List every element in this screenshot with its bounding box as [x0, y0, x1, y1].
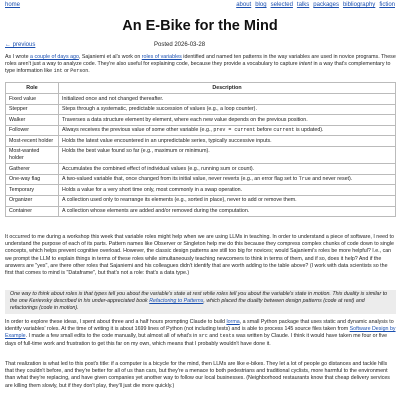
code-true: True: [298, 176, 311, 183]
role-name: Walker: [6, 115, 59, 126]
refactoring-to-patterns-link[interactable]: Refactoring to Patterns: [149, 298, 204, 305]
code-current: current: [273, 127, 295, 134]
role-description: A collection used only to rearrange its elements (e.g., sorted in place), never to add or remove them.: [59, 195, 396, 206]
nav-links: [232, 2, 395, 8]
workshop-paragraph: It occurred to me during a workshop this week that variable roles might help when we are using LLMs in teaching. In order to understand a piece of software, I need to understand the purpose of each of its parts. Pattern names like Observer or Singleton help me do this because they compress complex chunks of code down to single concepts, which helps prevent cognitive overload. However, the classic design patterns are still too big for novices; would Sajaniemi's roles be more helpful? I.e., can we prompt the LLM to explain things in terms of these roles while simultaneously teaching newcomers to think in terms of them, and if so, does it help? And if the answers are "yes", are there other roles that Sajaniemi and his colleagues didn't identify that are worth adding to the table above? (I work with data scientists so the first that comes to mind is "Dataframe", but that's not a role: that's a data type.): [5, 234, 394, 277]
role-name: Most-wanted holder: [6, 146, 59, 163]
intro-text-2: , Sajaniemi et al's work on: [78, 54, 142, 60]
roles-table: [5, 82, 396, 217]
table-row: [6, 115, 396, 126]
intro-text-4: in a way that's complementary to type information like: [5, 61, 391, 75]
table-row: [6, 185, 396, 196]
table-row: [6, 136, 396, 147]
code-src: src: [198, 333, 208, 340]
posted-date: Posted 2026-03-28: [154, 42, 206, 48]
roles-of-variables-link[interactable]: roles of variables: [141, 54, 182, 60]
previous-link[interactable]: ← previous: [5, 42, 36, 48]
role-name: Stepper: [6, 104, 59, 115]
nav-link-fiction[interactable]: fiction: [379, 2, 395, 8]
column-header-description: Description: [59, 83, 396, 94]
top-nav: [0, 2, 400, 12]
table-row: [6, 195, 396, 206]
role-name: Gatherer: [6, 164, 59, 175]
code-person: Person: [70, 68, 89, 75]
table-row: [6, 94, 396, 105]
quote-text-2: , which placed the duality between design patterns (code at rest) and refactorings (code in motion).: [10, 298, 365, 312]
code-int: int: [53, 68, 63, 75]
table-row: [6, 164, 396, 175]
intro-text-1: As I wrote: [5, 54, 31, 60]
intro-text-5: or: [62, 68, 71, 75]
lorma-link[interactable]: lorma: [226, 319, 240, 325]
callout-quote: [5, 290, 396, 314]
role-name: Temporary: [6, 185, 59, 196]
nav-link-packages[interactable]: packages: [313, 2, 339, 8]
table-row: [6, 125, 396, 136]
table-row: [6, 174, 396, 185]
couple-of-days-link[interactable]: a couple of days ago: [30, 54, 79, 60]
role-description: Steps through a systematic, predictable succession of values (e.g., a loop counter).: [59, 104, 396, 115]
intent-emphasis: intent: [299, 61, 312, 68]
role-name: Follower: [6, 125, 59, 136]
lorma-text-2: , a small Python package that uses static and dynamic analysis to identify variables' roles. At the time of writing it is about 1699 lines of Python (not including tests) and is able to process 145 source files taken from: [5, 319, 394, 333]
role-description: Holds the best value found so far (e.g., maximum or minimum).: [59, 146, 396, 163]
nav-link-home[interactable]: home: [5, 2, 21, 8]
role-name: One-way flag: [6, 174, 59, 185]
intro-text-3: identified and named ten patterns in the way variables are used in novice programs. These roles aren't just a way to analyze code. They're also useful for explaining code, because they provide a vocabulary to capture: [5, 54, 396, 68]
intro-paragraph: [5, 54, 396, 76]
role-name: Fixed value: [6, 94, 59, 105]
role-description: Holds a value for a very short time only, most commonly in a swap operation.: [59, 185, 396, 196]
software-design-by-example-link[interactable]: Software Design by Example: [5, 326, 396, 340]
table-header-row: [6, 83, 396, 94]
lorma-text-1: In order to explore these ideas, I spent about three and a half hours prompting Claude to build: [5, 319, 227, 325]
ebike-paragraph: That realization is what led to this post's title: if a computer is a bicycle for the mind, then LLMs are like e-bikes. They let a lot of people go distances and tackle hills that they couldn't before, and they're better for all of us than cars, but they're a menace to both pedestrians and traditional cyclists, more harmful to the environment than what they're replacing, and have given companies yet another way to follow our local businesses. (Neighborhood restaurants know that cheap delivery services are killing them slowly, but if they don't play, they'll just die more quickly.): [5, 361, 390, 389]
quote-text-1: One way to think about roles is that types tell you about the variable's state at rest while roles tell you about the variable's state in motion. This duality is similar to the one Kerievsky described in his under-appreciated book: [10, 291, 388, 305]
role-name: Most-recent holder: [6, 136, 59, 147]
role-description: Holds the latest value encountered in an unpredictable series, typically successive inputs.: [59, 136, 396, 147]
lorma-text-4: and: [207, 333, 220, 340]
intro-text-6: .: [88, 68, 90, 75]
nav-link-selected[interactable]: selected: [270, 2, 293, 8]
lorma-paragraph: [5, 319, 396, 348]
role-description: Accumulates the combined effect of individual values (e.g., running sum or count).: [59, 164, 396, 175]
lorma-text-3: . I made a few small edits to the code manually, but almost all of what's in: [25, 333, 199, 340]
code-prev-assignment: prev = current: [213, 127, 256, 134]
lorma-text-5: was written by Claude. I think it would have taken me four or five days of full-time work and frustration to get this far on my own, which means that I probably wouldn't have done it.: [5, 333, 388, 347]
post-meta: [5, 42, 395, 51]
role-description: A collection whose elements are added and/or removed during the computation.: [59, 206, 396, 217]
table-row: [6, 146, 396, 163]
nav-link-bibliography[interactable]: bibliography: [342, 2, 376, 8]
nav-link-talks[interactable]: talks: [296, 2, 310, 8]
role-description: A two-valued variable that, once changed from its initial value, never reverts (e.g., an error flag set to True and never reset).: [59, 174, 396, 185]
code-tests: tests: [219, 333, 235, 340]
role-description: Traverses a data structure element by element, where each new value depends on the previous position.: [59, 115, 396, 126]
column-header-role: Role: [6, 83, 59, 94]
nav-link-about[interactable]: about: [236, 2, 252, 8]
table-row: [6, 206, 396, 217]
role-description: Initialized once and not changed thereafter.: [59, 94, 396, 105]
nav-link-blog[interactable]: blog: [255, 2, 267, 8]
role-name: Container: [6, 206, 59, 217]
role-description: Always receives the previous value of some other variable (e.g., prev = current before current is updated).: [59, 125, 396, 136]
role-name: Organizer: [6, 195, 59, 206]
page-title: An E-Bike for the Mind: [122, 18, 278, 34]
table-row: [6, 104, 396, 115]
